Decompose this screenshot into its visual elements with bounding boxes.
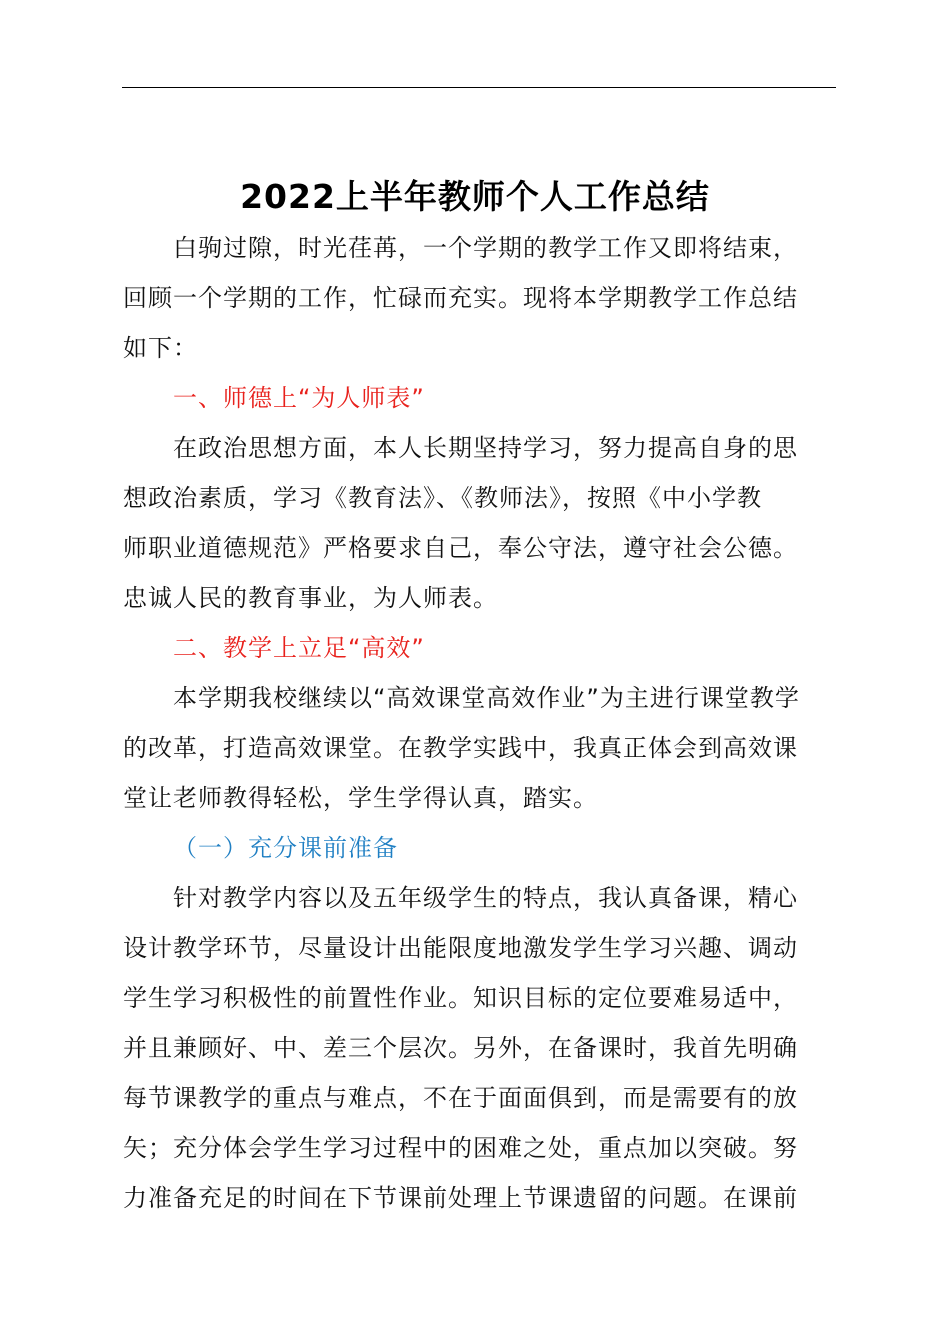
- subsection-heading-preparation: （一）充分课前准备: [173, 834, 398, 862]
- intro-paragraph: [123, 223, 837, 373]
- paragraph-line: 在政治思想方面，本人长期坚持学习，努力提高自身的思: [173, 434, 798, 462]
- paragraph-line: 设计教学环节，尽量设计出能限度地激发学生学习兴趣、调动: [123, 934, 798, 962]
- intro-line: 回顾一个学期的工作，忙碌而充实。现将本学期教学工作总结: [123, 284, 798, 312]
- preparation-paragraph: [123, 873, 837, 1223]
- paragraph-line: 矢；充分体会学生学习过程中的困难之处，重点加以突破。努: [123, 1134, 798, 1162]
- paragraph-line: 的改革，打造高效课堂。在教学实践中，我真正体会到高效课: [123, 734, 798, 762]
- paragraph-line: 学生学习积极性的前置性作业。知识目标的定位要难易适中，: [123, 984, 798, 1012]
- header-rule: [122, 87, 836, 88]
- paragraph-line: 忠诚人民的教育事业，为人师表。: [123, 584, 498, 612]
- paragraph-line: 针对教学内容以及五年级学生的特点，我认真备课，精心: [173, 884, 798, 912]
- paragraph-line: 师职业道德规范》严格要求自己，奉公守法，遵守社会公德。: [123, 534, 798, 562]
- document-body: [123, 223, 837, 1223]
- document-title: 2022上半年教师个人工作总结: [240, 177, 710, 217]
- teaching-paragraph: [123, 673, 837, 823]
- intro-line: 如下：: [123, 334, 198, 362]
- paragraph-line: 每节课教学的重点与难点，不在于面面俱到，而是需要有的放: [123, 1084, 798, 1112]
- paragraph-line: 堂让老师教得轻松，学生学得认真，踏实。: [123, 784, 598, 812]
- paragraph-line: 力准备充足的时间在下节课前处理上节课遗留的问题。在课前: [123, 1184, 798, 1212]
- paragraph-line: 并且兼顾好、中、差三个层次。另外，在备课时，我首先明确: [123, 1034, 798, 1062]
- ethics-paragraph: [123, 423, 837, 623]
- section-heading-teaching: 二、教学上立足“高效”: [173, 634, 425, 662]
- section-heading-ethics: 一、师德上“为人师表”: [173, 384, 425, 412]
- intro-line: 白驹过隙，时光荏苒，一个学期的教学工作又即将结束，: [173, 234, 798, 262]
- paragraph-line: 本学期我校继续以“高效课堂高效作业”为主进行课堂教学: [173, 684, 800, 712]
- paragraph-line: 想政治素质，学习《教育法》、《教师法》，按照《中小学教: [123, 484, 762, 512]
